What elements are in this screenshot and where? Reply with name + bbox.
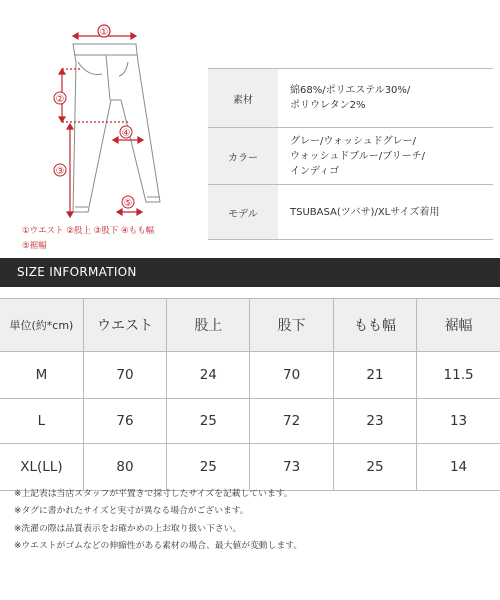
- column-header: 股上: [167, 299, 250, 352]
- legend-inseam: ③股下: [93, 226, 119, 236]
- size-label: XL(LL): [0, 444, 83, 491]
- spec-value: [278, 128, 493, 185]
- section-title: SIZE INFORMATION: [17, 265, 137, 279]
- legend-hem: ⑤裾幅: [22, 241, 47, 251]
- table-cell: 25: [167, 399, 250, 444]
- table-cell: 23: [333, 399, 416, 444]
- spec-line: インディゴ: [290, 165, 340, 177]
- pants-outline: [73, 44, 160, 212]
- spec-key: モデル: [208, 185, 278, 240]
- note-line: ※洗濯の際は品質表示をお確かめの上お取り扱い下さい。: [14, 523, 242, 534]
- table-cell: 80: [83, 444, 166, 491]
- legend-thigh: ④もも幅: [120, 226, 155, 236]
- note-line: ※ウエストがゴムなどの伸縮性がある素材の場合、最大値が変動します。: [14, 540, 303, 551]
- spec-value: [278, 185, 493, 240]
- spec-key: 素材: [208, 69, 278, 128]
- table-cell: 73: [250, 444, 333, 491]
- spec-line: グレー/ウォッシュドグレー/: [290, 135, 416, 147]
- spec-line: ウォッシュドブルー/ブリーチ/: [290, 150, 426, 162]
- spec-row-model: [208, 185, 493, 240]
- table-cell: 11.5: [417, 352, 500, 399]
- table-cell: 25: [333, 444, 416, 491]
- note-line: ※上記表は当店スタッフが平置きで採寸したサイズを記載しています。: [14, 489, 293, 499]
- column-header: 単位(約*cm): [0, 299, 83, 352]
- marker-4: ④: [121, 128, 131, 139]
- table-row: [0, 399, 500, 444]
- size-table-header: [0, 299, 500, 352]
- size-table: [0, 298, 500, 491]
- inseam-measure: [67, 124, 73, 217]
- table-cell: 70: [250, 352, 333, 399]
- spec-line: 綿68%/ポリエステル30%/: [290, 85, 411, 96]
- table-row: [0, 352, 500, 399]
- note-line: ※タグに書かれたサイズと実寸が異なる場合がございます。: [14, 506, 249, 517]
- spec-row-color: [208, 128, 493, 185]
- measurement-legend: [22, 224, 197, 254]
- size-label: L: [0, 399, 83, 444]
- marker-2: ②: [55, 94, 65, 105]
- legend-waist: ①ウエスト: [22, 226, 64, 236]
- size-information-header: [0, 258, 500, 287]
- table-cell: 25: [167, 444, 250, 491]
- table-cell: 72: [250, 399, 333, 444]
- table-cell: 24: [167, 352, 250, 399]
- rise-measure: [59, 69, 128, 122]
- table-cell: 21: [333, 352, 416, 399]
- column-header: もも幅: [333, 299, 416, 352]
- notes-section: [14, 486, 494, 555]
- spec-line: ポリウレタン2%: [290, 100, 366, 111]
- product-info-section: [0, 0, 500, 258]
- spec-row-material: [208, 69, 493, 128]
- table-row: [0, 444, 500, 491]
- spec-line: TSUBASA(ツバサ)/XLサイズ着用: [290, 206, 440, 218]
- column-header: ウエスト: [83, 299, 166, 352]
- spec-key: カラー: [208, 128, 278, 185]
- marker-3: ③: [55, 166, 65, 177]
- column-header: 股下: [250, 299, 333, 352]
- table-cell: 70: [83, 352, 166, 399]
- table-cell: 13: [417, 399, 500, 444]
- hem-measure: [117, 209, 142, 215]
- table-cell: 76: [83, 399, 166, 444]
- column-header: 裾幅: [417, 299, 500, 352]
- spec-table: [208, 68, 493, 240]
- marker-5: ⑤: [123, 198, 133, 209]
- legend-rise: ②股上: [66, 226, 91, 236]
- marker-1: ①: [99, 27, 109, 38]
- size-label: M: [0, 352, 83, 399]
- spec-value: [278, 69, 493, 128]
- pants-measurement-diagram: [18, 22, 198, 222]
- table-cell: 14: [417, 444, 500, 491]
